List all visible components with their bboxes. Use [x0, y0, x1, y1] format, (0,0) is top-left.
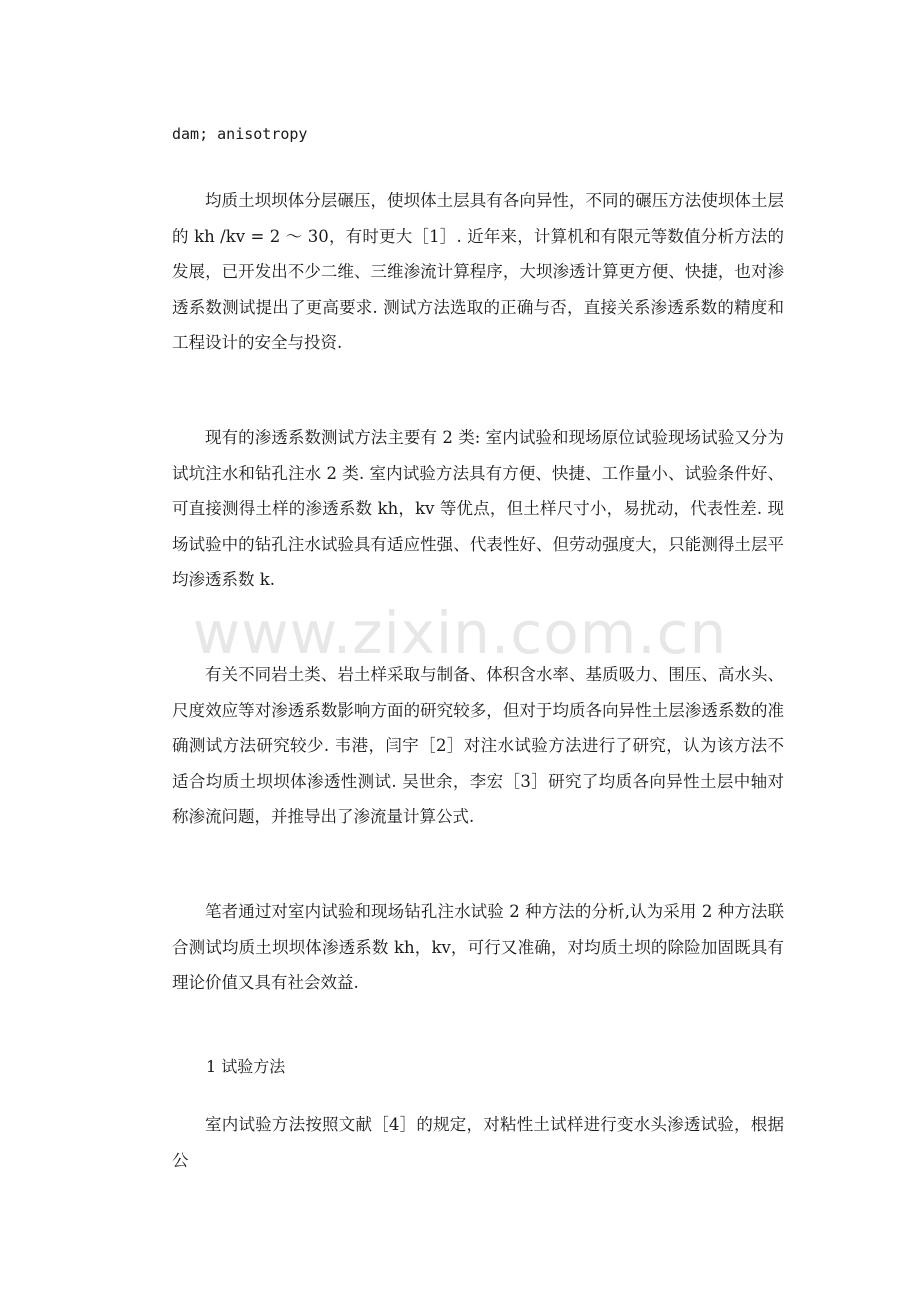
paragraph-5: 室内试验方法按照文献［4］的规定，对粘性土试样进行变水头渗透试验，根据公: [172, 1115, 784, 1170]
paragraph-4: 笔者通过对室内试验和现场钻孔注水试验 2 种方法的分析,认为采用 2 种方法联合测试均质土坝坝体渗透系数 kh，kv，可行又准确，对均质土坝的除险加固既具有理论价值又具有社会效益.: [172, 902, 784, 992]
section-heading: 1 试验方法: [206, 1057, 286, 1076]
paragraph-1: 均质土坝坝体分层碾压，使坝体土层具有各向异性，不同的碾压方法使坝体土层的 kh /kv = 2 ～ 30，有时更大［1］. 近年来，计算机和有限元等数值分析方法的发展，已开发出不少二维、三维渗流计算程序，大坝渗透计算更方便、快捷，也对渗透系数测试提出了更高要求. 测试方法选取的正确与否，直接关系渗透系数的精度和工程设计的安全与投资.: [172, 191, 784, 352]
paragraph-3: 有关不同岩土类、岩土样采取与制备、体积含水率、基质吸力、围压、高水头、尺度效应等对渗透系数影响方面的研究较多，但对于均质各向异性土层渗透系数的准确测试方法研究较少. 韦港，闫宇［2］对注水试验方法进行了研究，认为该方法不适合均质土坝坝体渗透性测试. 吴世余，李宏［3］研究了均质各向异性土层中轴对称渗流问题，并推导出了渗流量计算公式.: [172, 665, 784, 826]
keywords-line: dam; anisotropy: [172, 125, 308, 143]
watermark: www.zixin.com.cn: [192, 599, 728, 667]
paragraph-2: 现有的渗透系数测试方法主要有 2 类: 室内试验和现场原位试验现场试验又分为试坑注水和钻孔注水 2 类. 室内试验方法具有方便、快捷、工作量小、试验条件好、可直接测得土样的渗透系数 kh，kv 等优点，但土样尺寸小，易扰动，代表性差. 现场试验中的钻孔注水试验具有适应性强、代表性好、但劳动强度大，只能测得土层平均渗透系数 k.: [172, 428, 784, 589]
